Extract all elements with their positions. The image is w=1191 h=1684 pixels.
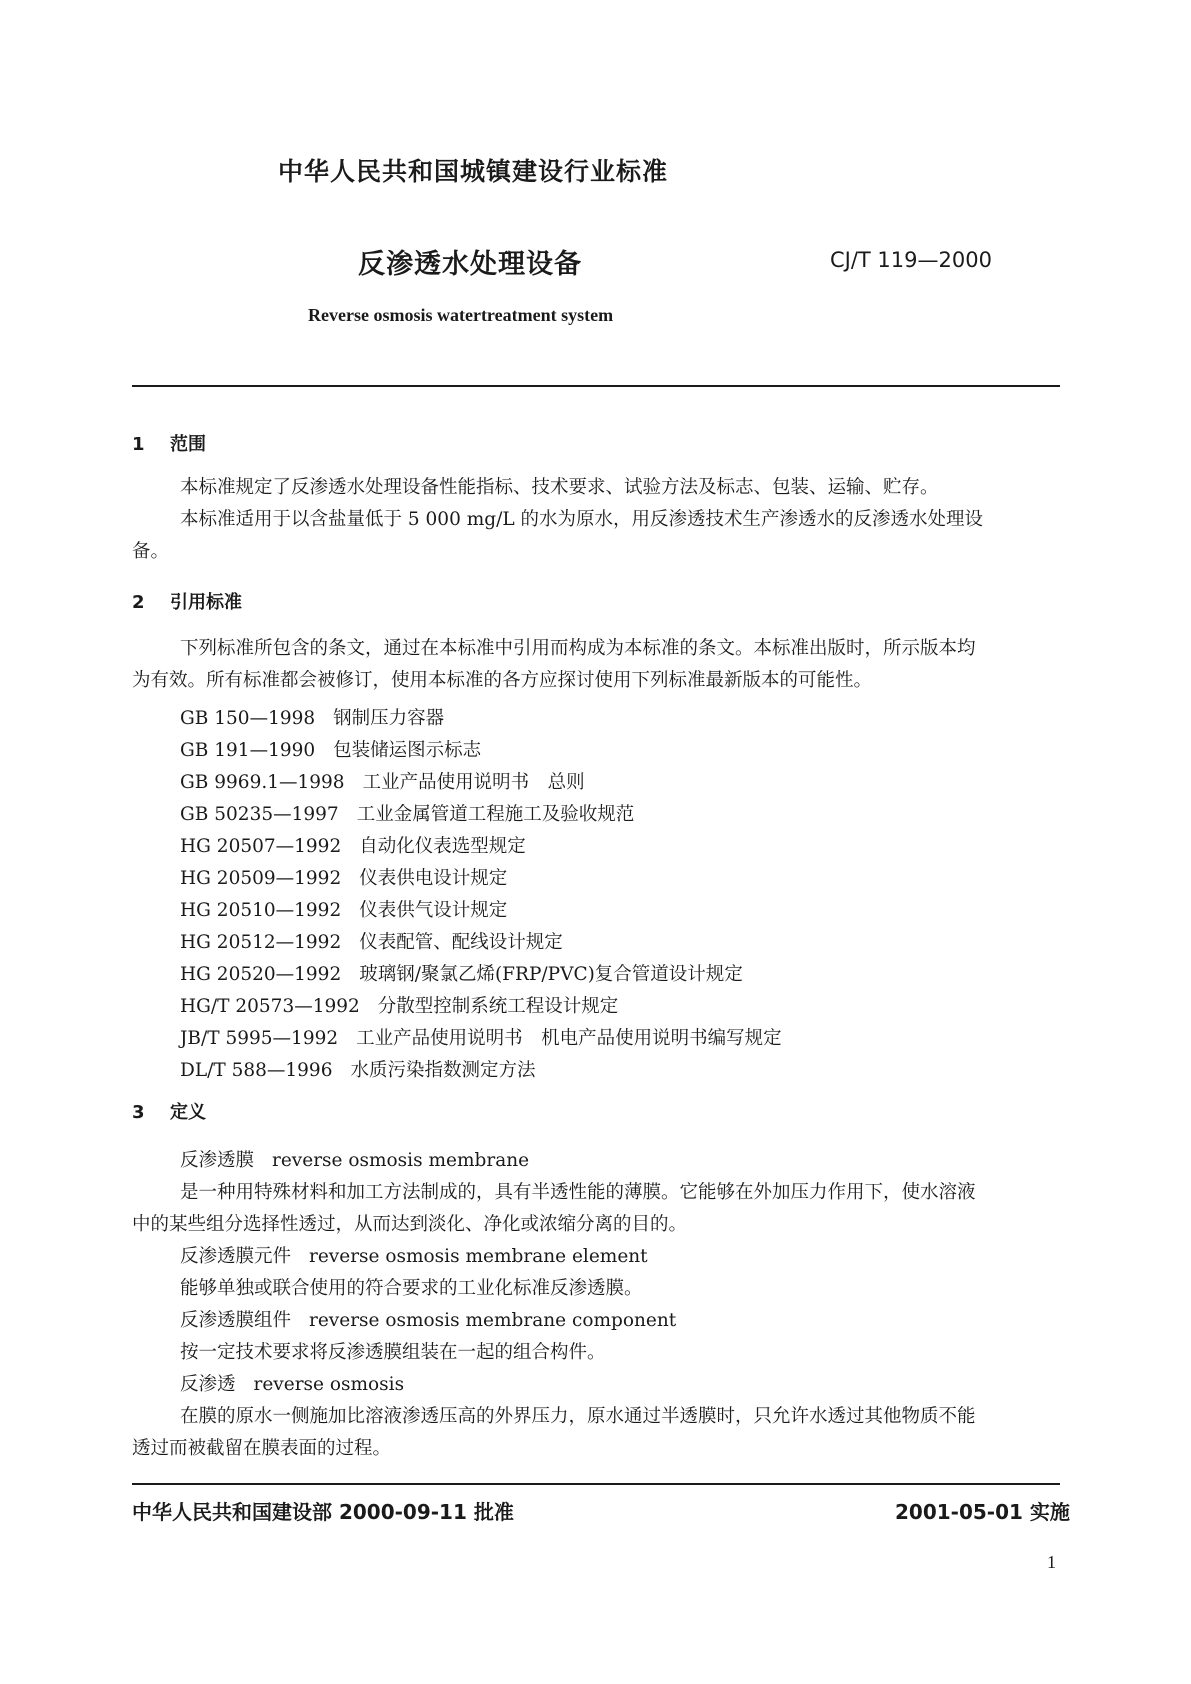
- term-en: reverse osmosis membrane element: [309, 1246, 648, 1267]
- reference-item: [180, 736, 481, 762]
- reference-item: [180, 1056, 535, 1082]
- reference-item: [180, 768, 585, 794]
- term-heading: [180, 1370, 404, 1396]
- reference-item: [180, 1024, 782, 1050]
- section-2-heading: [132, 588, 242, 614]
- reference-name: 分散型控制系统工程设计规定: [377, 996, 619, 1017]
- term-zh: 反渗透膜组件: [180, 1310, 292, 1331]
- term-heading: [180, 1306, 676, 1332]
- section-1-paragraph-2: 本标准适用于以含盐量低于 5 000 mg/L 的水为原水，用反渗透技术生产渗透水的反渗透水处理设: [180, 509, 984, 530]
- section-number: 2: [132, 592, 145, 613]
- reference-name: 仪表供电设计规定: [359, 868, 508, 889]
- doc-title-en: Reverse osmosis watertreatment system: [308, 305, 614, 325]
- reference-name: 工业产品使用说明书 总则: [362, 772, 585, 793]
- reference-item: [180, 928, 563, 954]
- term-en: reverse osmosis membrane component: [309, 1310, 677, 1331]
- reference-name: 仪表供气设计规定: [359, 900, 508, 921]
- reference-code: HG 20510—1992: [180, 900, 342, 921]
- section-title: 引用标准: [170, 592, 242, 613]
- bottom-rule: [132, 1483, 1060, 1485]
- reference-code: GB 50235—1997: [180, 804, 339, 825]
- reference-code: JB/T 5995—1992: [180, 1028, 339, 1049]
- term-zh: 反渗透: [180, 1374, 236, 1395]
- header-org: 中华人民共和国城镇建设行业标准: [278, 157, 669, 186]
- term-definition: 按一定技术要求将反渗透膜组装在一起的组合构件。: [180, 1342, 606, 1363]
- reference-item: [180, 896, 507, 922]
- reference-item: [180, 800, 634, 826]
- reference-name: 钢制压力容器: [333, 708, 445, 729]
- reference-code: GB 9969.1—1998: [180, 772, 345, 793]
- page-number: 1: [1047, 1552, 1056, 1572]
- section-number: 3: [132, 1102, 145, 1123]
- reference-code: HG/T 20573—1992: [180, 996, 360, 1017]
- term-definition-cont: 透过而被截留在膜表面的过程。: [132, 1438, 392, 1459]
- section-2-paragraph: 下列标准所包含的条文，通过在本标准中引用而构成为本标准的条文。本标准出版时，所示版本均: [180, 638, 976, 659]
- section-3-heading: [132, 1098, 206, 1124]
- footer-effective-date: 2001-05-01 实施: [895, 1500, 1070, 1524]
- reference-name: 工业金属管道工程施工及验收规范: [356, 804, 635, 825]
- doc-code: CJ/T 119—2000: [830, 248, 992, 272]
- section-1-paragraph-1: 本标准规定了反渗透水处理设备性能指标、技术要求、试验方法及标志、包装、运输、贮存。: [180, 477, 939, 498]
- term-heading: [180, 1242, 648, 1268]
- reference-code: DL/T 588—1996: [180, 1060, 333, 1081]
- term-definition: 能够单独或联合使用的符合要求的工业化标准反渗透膜。: [180, 1278, 643, 1299]
- section-2-paragraph-cont: 为有效。所有标准都会被修订，使用本标准的各方应探讨使用下列标准最新版本的可能性。: [132, 670, 873, 691]
- term-definition-cont: 中的某些组分选择性透过，从而达到淡化、净化或浓缩分离的目的。: [132, 1214, 688, 1235]
- term-heading: [180, 1146, 529, 1172]
- reference-code: HG 20512—1992: [180, 932, 342, 953]
- section-title: 定义: [170, 1102, 206, 1123]
- section-1-paragraph-2-cont: 备。: [132, 541, 170, 562]
- reference-code: HG 20509—1992: [180, 868, 342, 889]
- reference-name: 水质污染指数测定方法: [350, 1060, 536, 1081]
- term-en: reverse osmosis membrane: [272, 1150, 530, 1171]
- reference-item: [180, 704, 444, 730]
- reference-code: GB 150—1998: [180, 708, 316, 729]
- term-zh: 反渗透膜元件: [180, 1246, 292, 1267]
- reference-name: 玻璃钢/聚氯乙烯(FRP/PVC)复合管道设计规定: [359, 964, 743, 985]
- reference-item: [180, 992, 618, 1018]
- term-zh: 反渗透膜: [180, 1150, 255, 1171]
- reference-code: HG 20520—1992: [180, 964, 342, 985]
- reference-name: 自动化仪表选型规定: [359, 836, 526, 857]
- reference-code: HG 20507—1992: [180, 836, 342, 857]
- section-title: 范围: [170, 434, 206, 455]
- section-number: 1: [132, 434, 145, 455]
- term-en: reverse osmosis: [253, 1374, 405, 1395]
- term-definition: 在膜的原水一侧施加比溶液渗透压高的外界压力，原水通过半透膜时，只允许水透过其他物质不能: [180, 1406, 976, 1427]
- reference-name: 包装储运图示标志: [333, 740, 482, 761]
- reference-name: 仪表配管、配线设计规定: [359, 932, 563, 953]
- reference-name: 工业产品使用说明书 机电产品使用说明书编写规定: [356, 1028, 782, 1049]
- footer-approval: 中华人民共和国建设部 2000-09-11 批准: [132, 1500, 514, 1524]
- term-definition: 是一种用特殊材料和加工方法制成的，具有半透性能的薄膜。它能够在外加压力作用下，使水溶液: [180, 1182, 976, 1203]
- doc-title: 反渗透水处理设备: [358, 249, 582, 280]
- top-rule: [132, 385, 1060, 387]
- reference-item: [180, 960, 743, 986]
- reference-item: [180, 864, 507, 890]
- reference-code: GB 191—1990: [180, 740, 316, 761]
- reference-item: [180, 832, 526, 858]
- section-1-heading: [132, 430, 206, 456]
